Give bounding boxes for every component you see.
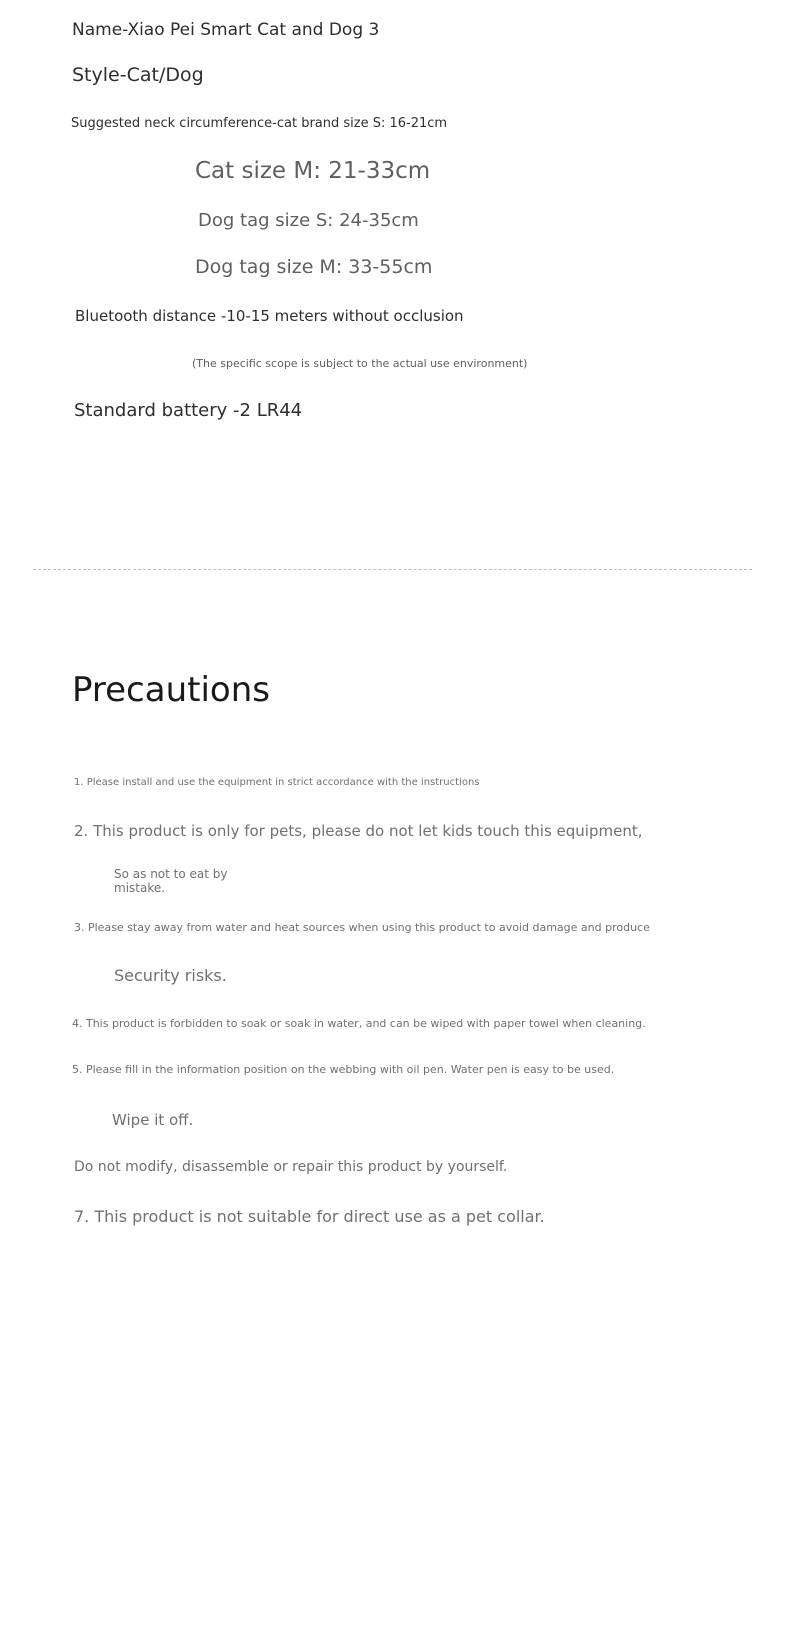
standard-battery: Standard battery -2 LR44: [74, 400, 303, 421]
precaution-5-cont: Wipe it off.: [112, 1111, 194, 1129]
precaution-2: 2. This product is only for pets, please do not let kids touch this equipment,: [74, 822, 643, 840]
scope-note: (The specific scope is subject to the actual use environment): [192, 357, 528, 370]
precautions-title: Precautions: [72, 670, 270, 710]
product-name: Name-Xiao Pei Smart Cat and Dog 3: [72, 20, 380, 40]
precaution-5: 5. Please fill in the information position on the webbing with oil pen. Water pen is easy to be used.: [72, 1063, 615, 1076]
product-style: Style-Cat/Dog: [72, 64, 204, 86]
bluetooth-distance: Bluetooth distance -10-15 meters without occlusion: [75, 307, 464, 325]
dog-tag-size-m: Dog tag size M: 33-55cm: [195, 256, 433, 278]
precaution-6: Do not modify, disassemble or repair this product by yourself.: [74, 1159, 508, 1175]
section-divider: [33, 569, 752, 570]
precaution-1: 1. Please install and use the equipment in strict accordance with the instructions: [74, 777, 480, 788]
precaution-2-cont-a: So as not to eat by: [114, 867, 228, 881]
precaution-3: 3. Please stay away from water and heat sources when using this product to avoid damage and produce: [74, 921, 650, 934]
precaution-3-cont: Security risks.: [114, 966, 227, 985]
precaution-2-cont-b: mistake.: [114, 881, 166, 895]
cat-size-m: Cat size M: 21-33cm: [195, 158, 431, 184]
neck-circumference: Suggested neck circumference-cat brand size S: 16-21cm: [71, 116, 448, 131]
precaution-7: 7. This product is not suitable for direct use as a pet collar.: [74, 1207, 545, 1226]
precaution-4: 4. This product is forbidden to soak or soak in water, and can be wiped with paper towel when cleaning.: [72, 1017, 646, 1030]
dog-tag-size-s: Dog tag size S: 24-35cm: [198, 210, 419, 231]
